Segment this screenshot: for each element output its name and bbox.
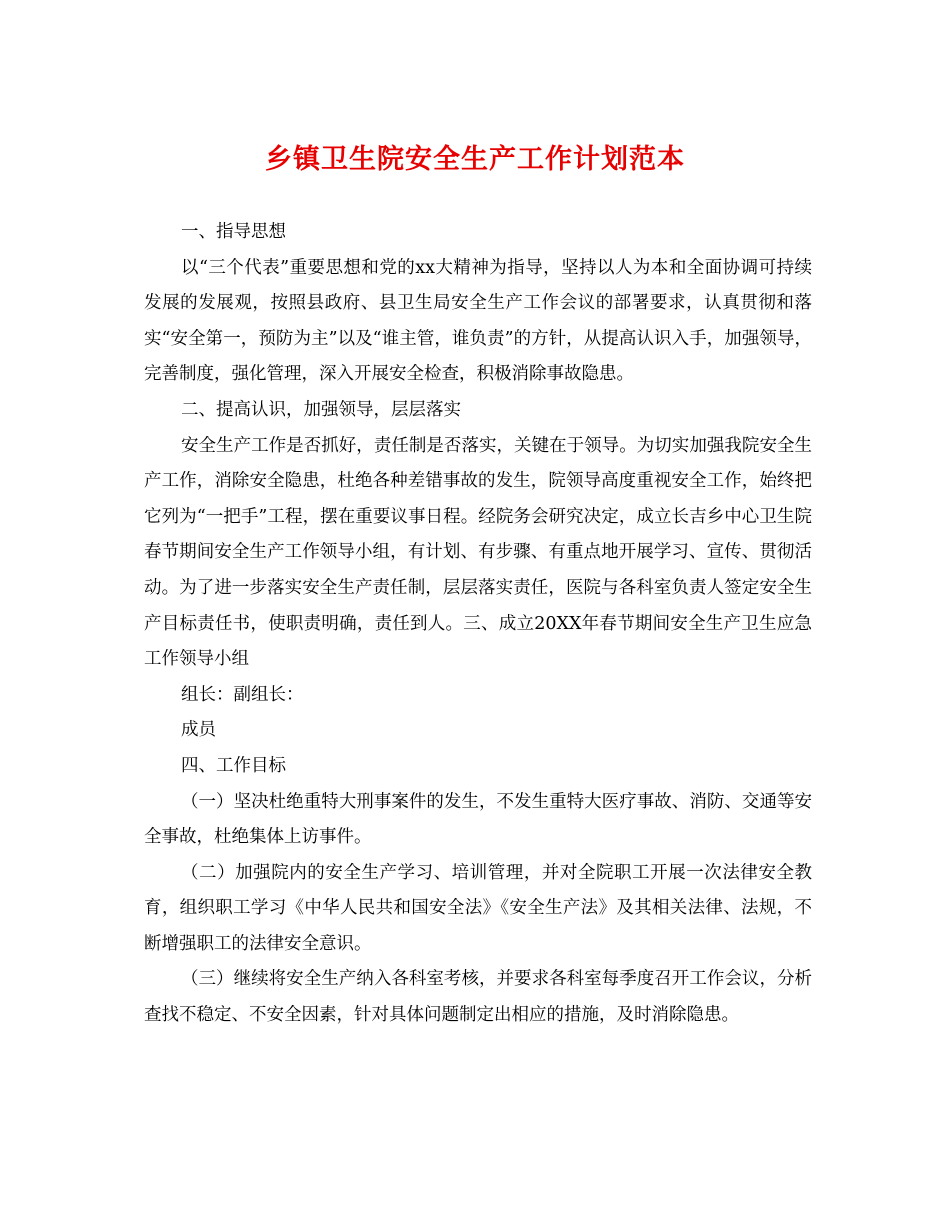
paragraph-leadership: 安全生产工作是否抓好，责任制是否落实，关键在于领导。为切实加强我院安全生产工作，消除安全隐患，杜绝各种差错事故的发生，院领导高度重视安全工作，始终把它列为“一把手”工程，摆在重要议事日程。经院务会研究决定，成立长吉乡中心卫生院春节期间安全生产工作领导小组，有计划、有步骤、有重点地开展学习、宣传、贯彻活动。为了进一步落实安全生产责任制，层层落实责任，医院与各科室负责人签定安全生产目标责任书，使职责明确，责任到人。三、成立20XX年春节期间安全生产卫生应急工作领导小组	[144, 435, 812, 670]
document-title: 乡镇卫生院安全生产工作计划范本	[265, 144, 685, 175]
section-heading-work-goals: 四、工作目标	[181, 755, 286, 776]
section-heading-guiding-thought: 一、指导思想	[181, 222, 286, 242]
section-heading-leadership: 二、提高认识，加强领导，层层落实	[181, 399, 461, 420]
paragraph-members: 成员	[181, 720, 216, 741]
paragraph-goal-3: （三）继续将安全生产纳入各科室考核，并要求各科室每季度召开工作会议，分析查找不稳定、不安全因素，针对具体问题制定出相应的措施，及时消除隐患。	[144, 969, 812, 1026]
document-body	[144, 215, 812, 1034]
paragraph-goal-1: （一）坚决杜绝重特大刑事案件的发生，不发生重特大医疗事故、消防、交通等安全事故，杜绝集体上访事件。	[144, 791, 812, 848]
paragraph-group-leaders: 组长：副组长：	[181, 684, 304, 705]
paragraph-goal-2: （二）加强院内的安全生产学习、培训管理，并对全院职工开展一次法律安全教育，组织职工学习《中华人民共和国安全法》《安全生产法》及其相关法律、法规，不断增强职工的法律安全意识。	[144, 862, 812, 954]
paragraph-guiding-thought: 以“三个代表”重要思想和党的xx大精神为指导，坚持以人为本和全面协调可持续发展的发展观，按照县政府、县卫生局安全生产工作会议的部署要求，认真贯彻和落实“安全第一，预防为主”以及“谁主管，谁负责”的方针，从提高认识入手，加强领导，完善制度，强化管理，深入开展安全检查，积极消除事故隐患。	[144, 257, 812, 385]
